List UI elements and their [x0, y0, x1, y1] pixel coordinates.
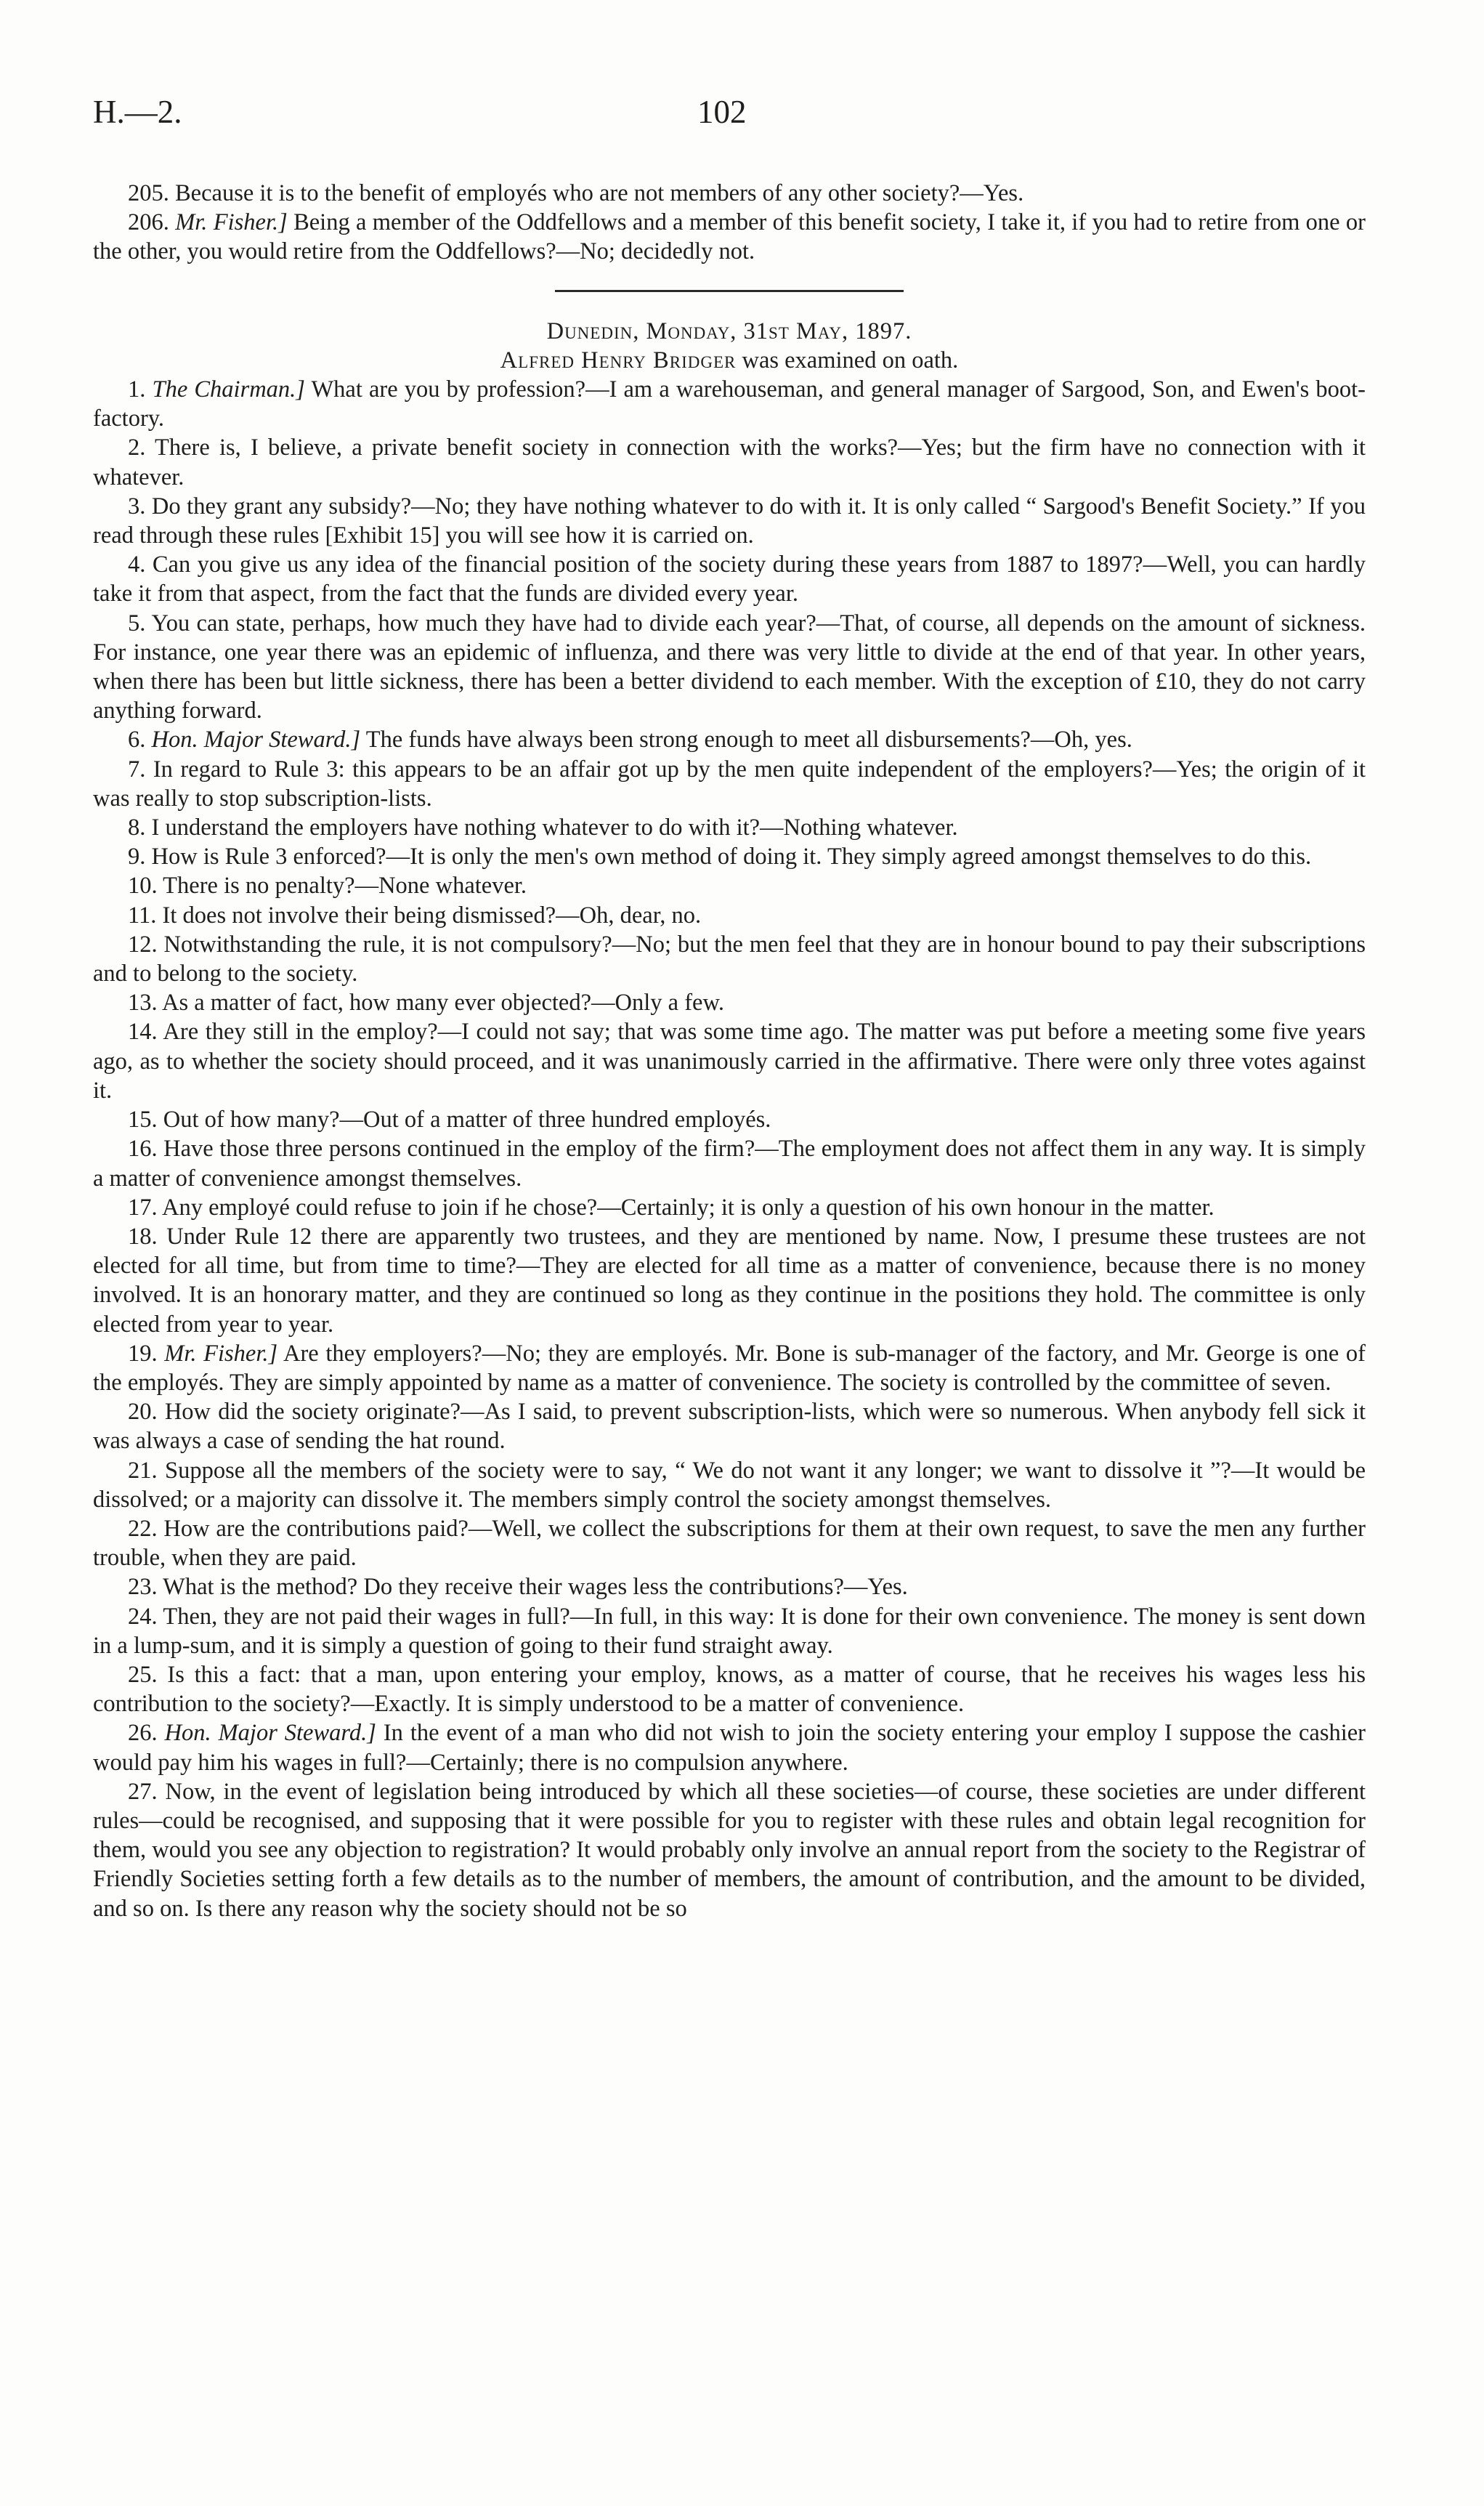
question-number: 26. [128, 1720, 158, 1747]
speaker-label: Mr. Fisher.] [164, 1340, 278, 1367]
question-number: 10. [128, 873, 158, 900]
question-number: 9. [128, 844, 146, 870]
question-text: How is Rule 3 enforced?—It is only the men's own method of doing it. They simply agreed amongst themselves to do this. [151, 844, 1312, 870]
question-text: Are they employers?—No; they are employés. Mr. Bone is sub-manager of the factory, and Mr. George is one of the employés. They are simply appointed by name as a matter of convenience. The society is controlled by the committee of seven. [93, 1340, 1366, 1396]
question-paragraph [93, 1718, 1366, 1777]
testimony [93, 375, 1366, 1923]
question-text: Can you give us any idea of the financial position of the society during these years from 1887 to 1897?—Well, you can hardly take it from that aspect, from the fact that the funds are divided every year. [93, 551, 1366, 607]
question-text: Then, they are not paid their wages in full?—In full, in this way: It is done for their own convenience. The money is sent down in a lump-sum, and it is simply a question of going to their fund straight away. [93, 1603, 1366, 1659]
question-text: Are they still in the employ?—I could not say; that was some time ago. The matter was put before a meeting some five years ago, as to whether the society should proceed, and it was unanimously carried in the affirmative. There were only three votes against it. [93, 1019, 1366, 1104]
question-text: As a matter of fact, how many ever objected?—Only a few. [161, 990, 724, 1016]
question-text: There is no penalty?—None whatever. [163, 873, 527, 900]
question-text: Now, in the event of legislation being introduced by which all these societies—of course, these societies are under different rules—could be recognised, and supposing that it were possible for you to register with these rules and obtain legal recognition for them, would you see any objection to registration? It would probably only involve an annual report from the society to the Registrar of Friendly Societies setting forth a few details as to the number of members, the amount of contribution, and the amount to be divided, and so on. Is there any reason why the society should not be so [93, 1778, 1366, 1922]
question-number: 3. [128, 493, 146, 520]
question-paragraph [93, 1397, 1366, 1455]
witness-name: Alfred Henry Bridger [500, 347, 737, 373]
question-text: You can state, perhaps, how much they have had to divide each year?—That, of course, all depends on the amount of sickness. For instance, one year there was an epidemic of influenza, and there was very little to divide at the end of that year. In other years, when there has been but little sickness, there has been a better dividend to each member. With the exception of £10, they do not carry anything forward. [93, 610, 1366, 724]
question-number: 1. [128, 376, 146, 403]
document-body [93, 179, 1366, 1923]
question-number: 22. [128, 1515, 158, 1542]
question-number: 27. [128, 1778, 158, 1805]
question-number: 19. [128, 1340, 158, 1367]
section-divider [555, 290, 904, 292]
question-text: Suppose all the members of the society were to say, “ We do not want it any longer; we want to dissolve it ”?—It would be dissolved; or a majority can dissolve it. The members simply control the society amongst themselves. [93, 1457, 1366, 1513]
question-number: 7. [128, 756, 146, 783]
speaker-label: The Chairman.] [152, 376, 305, 403]
question-text: Being a member of the Oddfellows and a member of this benefit society, I take it, if you had to retire from one or the other, you would retire from the Oddfellows?—No; decidedly not. [93, 209, 1366, 265]
question-number: 18. [128, 1223, 158, 1250]
question-paragraph [93, 755, 1366, 813]
question-number: 23. [128, 1574, 158, 1601]
preceding-testimony [93, 179, 1366, 267]
question-text: In the event of a man who did not wish to join the society entering your employ I suppose the cashier would pay him his wages in full?—Certainly; there is no compulsion anywhere. [93, 1720, 1366, 1776]
question-number: 205. [128, 180, 169, 206]
question-number: 206. [128, 209, 169, 236]
question-paragraph [93, 1456, 1366, 1514]
question-paragraph [93, 1222, 1366, 1339]
question-number: 11. [128, 902, 157, 929]
speaker-label: Hon. Major Steward.] [151, 727, 361, 753]
question-number: 13. [128, 990, 158, 1016]
question-text: I understand the employers have nothing whatever to do with it?—Nothing whatever. [151, 815, 958, 841]
question-paragraph [93, 179, 1366, 208]
question-paragraph [93, 1134, 1366, 1192]
question-paragraph [93, 988, 1366, 1017]
question-text: Notwithstanding the rule, it is not compulsory?—No; but the men feel that they are in honour bound to pay their subscriptions and to belong to the society. [93, 931, 1366, 987]
question-paragraph [93, 725, 1366, 754]
question-paragraph [93, 1514, 1366, 1572]
question-paragraph [93, 813, 1366, 842]
question-text: What are you by profession?—I am a warehouseman, and general manager of Sargood, Son, and Ewen's boot-factory. [93, 376, 1366, 432]
question-text: Do they grant any subsidy?—No; they have nothing whatever to do with it. It is only called “ Sargood's Benefit Society.” If you read through these rules [Exhibit 15] you will see how it is carried on. [93, 493, 1366, 549]
question-number: 25. [128, 1661, 158, 1688]
question-number: 12. [128, 931, 158, 958]
question-number: 4. [128, 551, 146, 578]
question-text: How are the contributions paid?—Well, we collect the subscriptions for them at their own request, to save the men any further trouble, when they are paid. [93, 1515, 1366, 1572]
page-number: 102 [697, 94, 747, 130]
question-paragraph [93, 901, 1366, 930]
question-text: How did the society originate?—As I said, to prevent subscription-lists, which were so numerous. When anybody fell sick it was always a case of sending the hat round. [93, 1399, 1366, 1455]
question-paragraph [93, 1602, 1366, 1660]
question-number: 15. [128, 1107, 158, 1133]
question-number: 17. [128, 1194, 158, 1221]
witness-heading [93, 346, 1366, 375]
question-paragraph [93, 609, 1366, 726]
question-paragraph [93, 433, 1366, 491]
question-paragraph [93, 1572, 1366, 1601]
question-text: There is, I believe, a private benefit society in connection with the works?—Yes; but the firm have no connection with it whatever. [93, 434, 1366, 490]
question-paragraph [93, 208, 1366, 266]
question-number: 21. [128, 1457, 158, 1484]
speaker-label: Mr. Fisher.] [175, 209, 288, 236]
question-paragraph [93, 1660, 1366, 1718]
question-number: 5. [128, 610, 146, 636]
question-paragraph [93, 1017, 1366, 1105]
question-number: 14. [128, 1019, 158, 1046]
question-number: 20. [128, 1399, 158, 1426]
question-text: Is this a fact: that a man, upon entering your employ, knows, as a matter of course, that he receives his wages less his contribution to the society?—Exactly. It is simply understood to be a matter of convenience. [93, 1661, 1366, 1718]
question-number: 2. [128, 434, 146, 461]
question-paragraph [93, 1777, 1366, 1923]
dateline: Dunedin, Monday, 31st May, 1897. [546, 318, 912, 344]
question-text: The funds have always been strong enough to meet all disbursements?—Oh, yes. [365, 727, 1132, 753]
question-number: 24. [128, 1603, 158, 1630]
question-paragraph [93, 550, 1366, 608]
question-paragraph [93, 1105, 1366, 1134]
question-text: Because it is to the benefit of employés who are not members of any other society?—Yes. [175, 180, 1024, 206]
question-paragraph [93, 1339, 1366, 1397]
document-reference: H.—2. [93, 94, 182, 130]
question-number: 16. [128, 1136, 158, 1163]
question-text: Any employé could refuse to join if he chose?—Certainly; it is only a question of his own honour in the matter. [161, 1194, 1215, 1221]
question-number: 8. [128, 815, 146, 841]
question-paragraph [93, 842, 1366, 871]
question-text: In regard to Rule 3: this appears to be an affair got up by the men quite independent of the employers?—Yes; the origin of it was really to stop subscription-lists. [93, 756, 1366, 812]
question-text: Out of how many?—Out of a matter of three hundred employés. [163, 1107, 771, 1133]
question-text: Have those three persons continued in the employ of the firm?—The employment does not affect them in any way. It is simply a matter of convenience amongst themselves. [93, 1136, 1366, 1192]
witness-examined-note: was examined on oath. [742, 347, 959, 373]
question-paragraph [93, 492, 1366, 550]
question-text: What is the method? Do they receive their wages less the contributions?—Yes. [163, 1574, 908, 1601]
question-paragraph [93, 375, 1366, 433]
speaker-label: Hon. Major Steward.] [164, 1720, 376, 1747]
question-paragraph [93, 871, 1366, 900]
question-text: Under Rule 12 there are apparently two trustees, and they are mentioned by name. Now, I presume these trustees are not elected for all time, but from time to time?—They are elected for all time as a matter of convenience, because there is no money involved. It is an honorary matter, and they are continued so long as they continue in the positions they hold. The committee is only elected from year to year. [93, 1223, 1366, 1338]
question-paragraph [93, 1193, 1366, 1222]
question-paragraph [93, 930, 1366, 988]
question-text: It does not involve their being dismissed?—Oh, dear, no. [162, 902, 702, 929]
question-number: 6. [128, 727, 146, 753]
